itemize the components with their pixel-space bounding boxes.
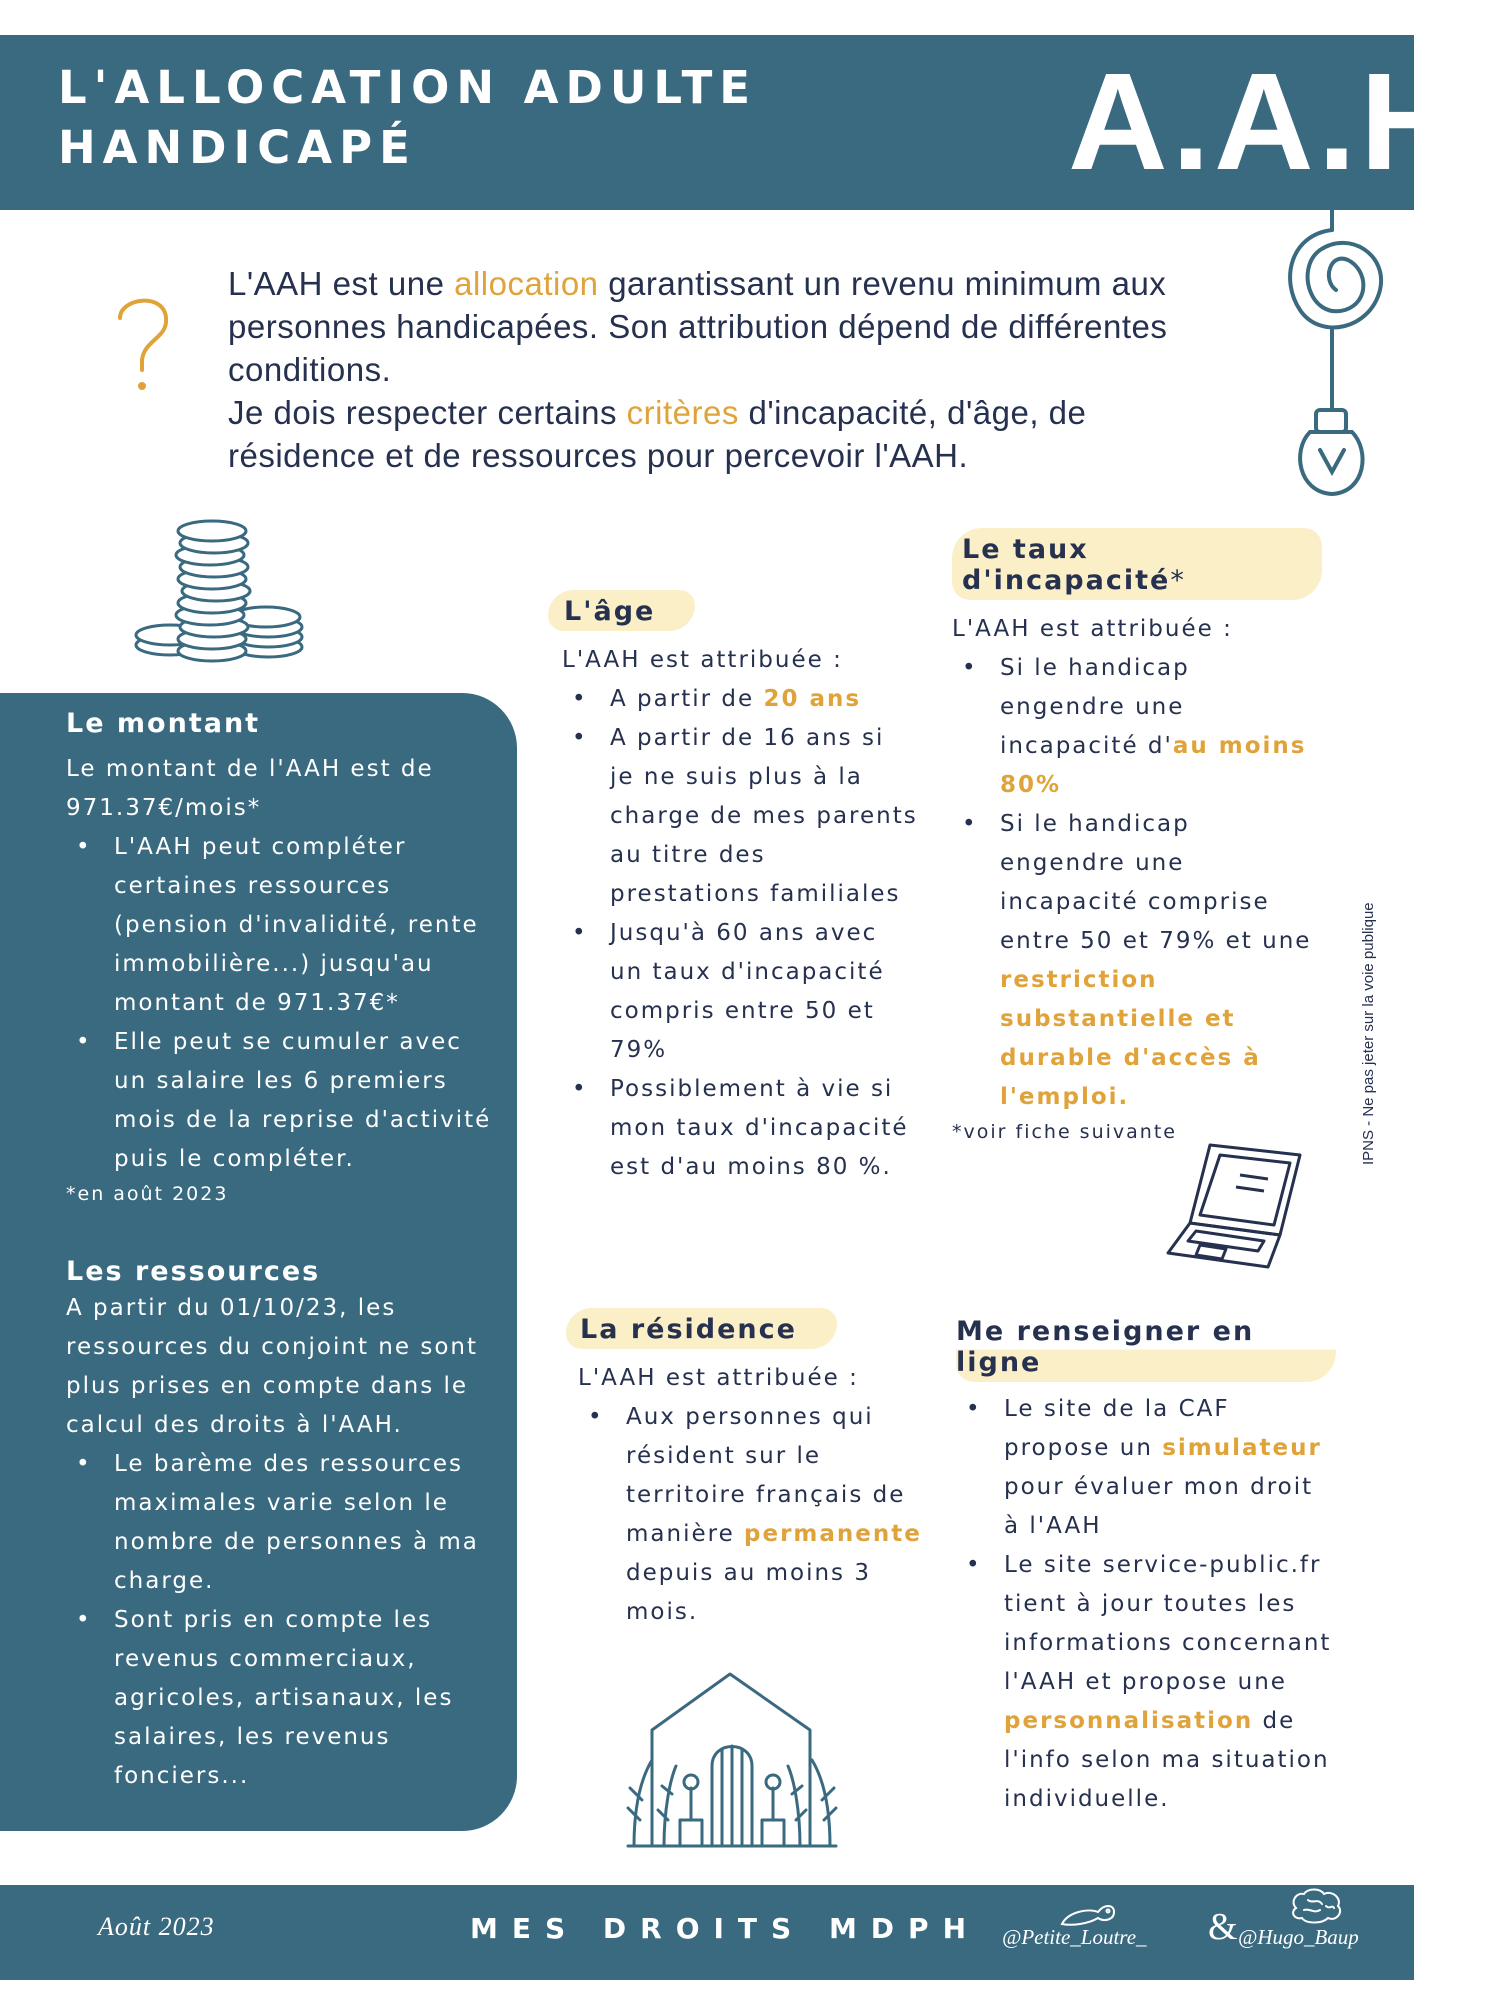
taux-title: Le taux d'incapacité* [952,528,1322,600]
list-item: • Aux personnes qui résident sur le territoire français de manière permanente depuis au moins 3 mois. [578,1398,936,1632]
footer-handle-brain: @Hugo_Baup [1238,1925,1359,1949]
ressources-section [66,1256,496,1796]
intro-highlight-criteres: critères [626,394,739,431]
montant-text: Le montant de l'AAH est de 971.37€/mois* [66,756,434,821]
enligne-section [956,1310,1336,1819]
montant-note: *en août 2023 [66,1183,229,1205]
montant-title: Le montant [66,708,261,739]
list-item: • Possiblement à vie si mon taux d'incapacité est d'au moins 80 %. [562,1070,918,1187]
list-item: • A partir de 20 ans [562,680,918,719]
lightbulb-icon [1270,210,1395,500]
list-item: • Jusqu'à 60 ans avec un taux d'incapacité compris entre 50 et 79% [562,914,918,1070]
age-intro: L'AAH est attribuée : [562,647,843,673]
intro-paragraph-1: L'AAH est une allocation garantissant un revenu minimum aux personnes handicapées. Son attribution dépend de différentes conditions. [228,265,1168,388]
title-line-2: HANDICAPÉ [58,121,417,174]
list-item: • Sont pris en compte les revenus commerciaux, agricoles, artisanaux, les salaires, les revenus fonciers... [66,1601,496,1796]
taux-note: *voir fiche suivante [952,1121,1177,1143]
house-icon [620,1670,845,1850]
intro-highlight-allocation: allocation [454,265,599,302]
abbreviation-title: A.A.H. [1068,45,1506,199]
residence-section [566,1308,936,1632]
residence-title: La résidence [566,1308,837,1349]
page-title [58,58,818,178]
list-item: • Si le handicap engendre une incapacité d'au moins 80% [952,649,1322,805]
taux-intro: L'AAH est attribuée : [952,616,1233,642]
list-item: • A partir de 16 ans si je ne suis plus à la charge de mes parents au titre des prestations familiales [562,719,918,914]
footer-handle-otter: @Petite_Loutre_ [1002,1925,1147,1949]
coins-icon [132,515,307,665]
footer-ampersand: & [1208,1906,1238,1948]
ressources-title: Les ressources [66,1256,321,1287]
intro-paragraph-2: Je dois respecter certains critères d'incapacité, d'âge, de résidence et de ressources pour percevoir l'AAH. [228,394,1087,474]
ressources-text: A partir du 01/10/23, les ressources du conjoint ne sont plus prises en compte dans le calcul des droits à l'AAH. [66,1295,478,1438]
residence-intro: L'AAH est attribuée : [578,1365,859,1391]
title-line-1: L'ALLOCATION ADULTE [58,61,758,114]
enligne-title: Me renseigner en ligne [956,1310,1336,1382]
age-section [548,590,918,1187]
taux-section [952,528,1322,1143]
laptop-icon [1160,1135,1310,1275]
montant-section [66,708,496,1205]
age-title: L'âge [548,590,695,631]
list-item: • Si le handicap engendre une incapacité comprise entre 50 et 79% et une restriction substantielle et durable d'accès à l'emploi. [952,805,1322,1117]
footer-date: Août 2023 [98,1912,215,1941]
intro-text [228,262,1238,477]
list-item: • L'AAH peut compléter certaines ressources (pension d'invalidité, rente immobilière...) jusqu'au montant de 971.37€* [66,828,496,1023]
ipns-note: IPNS - Ne pas jeter sur la voie publique [1360,902,1377,1165]
list-item: • Le site de la CAF propose un simulateur pour évaluer mon droit à l'AAH [956,1390,1336,1546]
list-item: • Elle peut se cumuler avec un salaire les 6 premiers mois de la reprise d'activité puis le compléter. [66,1023,496,1179]
otter-icon [1058,1892,1118,1928]
list-item: • Le barème des ressources maximales varie selon le nombre de personnes à ma charge. [66,1445,496,1601]
list-item: • Le site service-public.fr tient à jour toutes les informations concernant l'AAH et propose une personnalisation de l'info selon ma situation individuelle. [956,1546,1336,1819]
footer-title: MES DROITS MDPH [470,1912,981,1945]
question-mark-icon [114,290,174,400]
brain-icon [1288,1886,1344,1926]
